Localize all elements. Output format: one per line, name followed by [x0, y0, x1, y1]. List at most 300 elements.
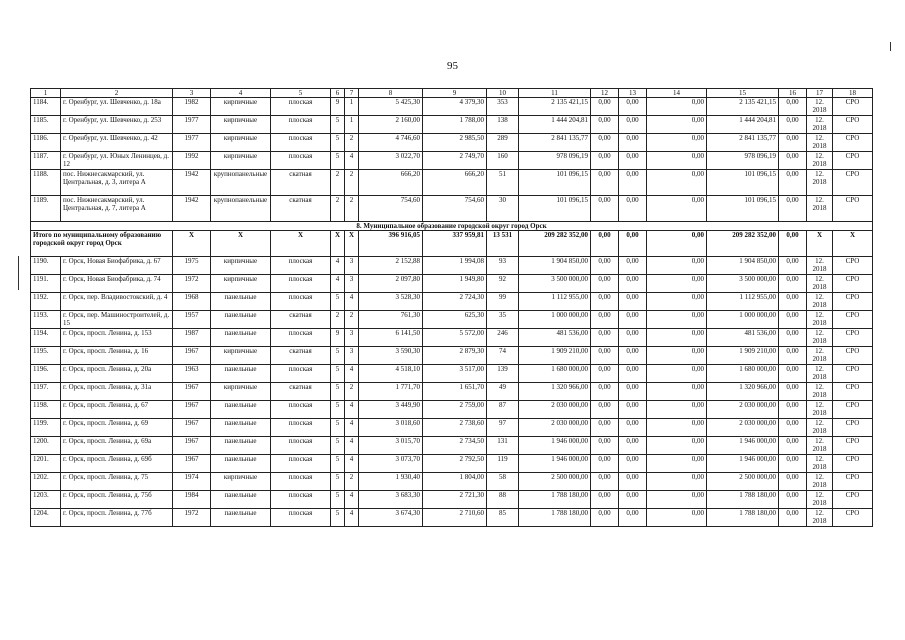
- cell-s11: 1 000 000,00: [519, 311, 591, 329]
- cell-year: 1984: [173, 491, 211, 509]
- cell-date: 12. 2018: [807, 293, 833, 311]
- cell-a9: 4 379,30: [423, 98, 487, 116]
- cell-roof: скатная: [271, 196, 331, 222]
- table-row: [31, 257, 873, 275]
- cell-v13: 0,00: [619, 347, 647, 365]
- cell-p10: 139: [487, 365, 519, 383]
- section-title: 8. Муниципальное образование городской округ город Орск: [31, 222, 873, 231]
- table-row: [31, 509, 873, 527]
- cell-a9: 2 879,30: [423, 347, 487, 365]
- cell-year: 1942: [173, 196, 211, 222]
- cell-roof: скатная: [271, 311, 331, 329]
- cell-v12: 0,00: [591, 437, 619, 455]
- cell-s11: 2 135 421,15: [519, 98, 591, 116]
- cell-p10: 35: [487, 311, 519, 329]
- cell-a8: 761,30: [359, 311, 423, 329]
- column-number: 10: [487, 89, 519, 98]
- cell-fl: 2: [331, 170, 345, 196]
- table-row: [31, 275, 873, 293]
- column-number: 16: [779, 89, 807, 98]
- cell-s11: 2 500 000,00: [519, 473, 591, 491]
- cell-v14: 0,00: [647, 98, 707, 116]
- cell-date: 12. 2018: [807, 401, 833, 419]
- cell-v12: 0,00: [591, 401, 619, 419]
- cell-s15: 1 000 000,00: [707, 311, 779, 329]
- cell-date: 12. 2018: [807, 365, 833, 383]
- cell-src: СРО: [833, 365, 873, 383]
- cell-date: 12. 2018: [807, 491, 833, 509]
- cell-wall: панельные: [211, 437, 271, 455]
- cell-a8: 2 097,80: [359, 275, 423, 293]
- cell-n: 1203.: [31, 491, 61, 509]
- cell-wall: панельные: [211, 293, 271, 311]
- cell-year: 1974: [173, 473, 211, 491]
- cell-v16: 0,00: [779, 134, 807, 152]
- cell-addr: пос. Нижнесакмарский, ул. Центральная, д. 7, литера А: [61, 196, 173, 222]
- cell-n: 1196.: [31, 365, 61, 383]
- column-number: 17: [807, 89, 833, 98]
- cell-v13: 0,00: [619, 383, 647, 401]
- cell-p10: 49: [487, 383, 519, 401]
- cell-year: 1967: [173, 383, 211, 401]
- cell-ent: 4: [345, 401, 359, 419]
- cell-ent: 2: [345, 473, 359, 491]
- cell-ent: 3: [345, 275, 359, 293]
- cell-wall: кирпичные: [211, 116, 271, 134]
- cell-addr: г. Орск, просп. Ленина, д. 75б: [61, 491, 173, 509]
- total-s11: 209 282 352,00: [519, 231, 591, 257]
- cell-n: 1202.: [31, 473, 61, 491]
- column-number: 8: [359, 89, 423, 98]
- cell-s11: 101 096,15: [519, 196, 591, 222]
- cell-date: 12. 2018: [807, 473, 833, 491]
- cell-a9: 2 749,70: [423, 152, 487, 170]
- cell-wall: кирпичные: [211, 383, 271, 401]
- table-row: [31, 383, 873, 401]
- cell-a8: 3 073,70: [359, 455, 423, 473]
- table-row: [31, 196, 873, 222]
- cell-v13: 0,00: [619, 491, 647, 509]
- cell-src: СРО: [833, 134, 873, 152]
- cell-s15: 481 536,00: [707, 329, 779, 347]
- column-number: 4: [211, 89, 271, 98]
- cell-s11: 481 536,00: [519, 329, 591, 347]
- cell-a8: 1 930,40: [359, 473, 423, 491]
- cell-a8: 4 518,10: [359, 365, 423, 383]
- cell-p10: 289: [487, 134, 519, 152]
- cell-s11: 2 841 135,77: [519, 134, 591, 152]
- cell-v14: 0,00: [647, 293, 707, 311]
- cell-year: 1967: [173, 437, 211, 455]
- cell-a9: 5 572,00: [423, 329, 487, 347]
- cell-addr: пос. Нижнесакмарский, ул. Центральная, д. 3, литера А: [61, 170, 173, 196]
- cell-ent: 4: [345, 419, 359, 437]
- table-row: [31, 98, 873, 116]
- cell-s15: 1 444 204,81: [707, 116, 779, 134]
- cell-s15: 1 680 000,00: [707, 365, 779, 383]
- cell-src: СРО: [833, 419, 873, 437]
- cell-year: 1957: [173, 311, 211, 329]
- cell-s15: 2 500 000,00: [707, 473, 779, 491]
- cell-v16: 0,00: [779, 491, 807, 509]
- column-number: 15: [707, 89, 779, 98]
- column-number: 18: [833, 89, 873, 98]
- cell-n: 1191.: [31, 275, 61, 293]
- cell-p10: 87: [487, 401, 519, 419]
- column-number-row: [31, 89, 873, 98]
- column-number: 1: [31, 89, 61, 98]
- cell-addr: г. Орск, просп. Ленина, д. 75: [61, 473, 173, 491]
- cell-date: 12. 2018: [807, 383, 833, 401]
- cell-a9: 754,60: [423, 196, 487, 222]
- cell-year: 1977: [173, 134, 211, 152]
- cell-wall: панельные: [211, 365, 271, 383]
- cell-fl: 5: [331, 437, 345, 455]
- total-p10: 13 531: [487, 231, 519, 257]
- cell-roof: плоская: [271, 116, 331, 134]
- cell-wall: крупнопанельные: [211, 170, 271, 196]
- cell-s11: 1 788 180,00: [519, 509, 591, 527]
- cell-a8: 3 683,30: [359, 491, 423, 509]
- cell-wall: панельные: [211, 401, 271, 419]
- cell-a9: 2 734,50: [423, 437, 487, 455]
- cell-roof: плоская: [271, 293, 331, 311]
- cell-fl: 5: [331, 491, 345, 509]
- cell-date: 12. 2018: [807, 509, 833, 527]
- cell-a9: 2 792,50: [423, 455, 487, 473]
- cell-v12: 0,00: [591, 509, 619, 527]
- cell-p10: 131: [487, 437, 519, 455]
- cell-s15: 1 788 180,00: [707, 491, 779, 509]
- cell-v14: 0,00: [647, 134, 707, 152]
- total-a9: 337 959,81: [423, 231, 487, 257]
- cell-a8: 5 425,30: [359, 98, 423, 116]
- cell-src: СРО: [833, 275, 873, 293]
- cell-p10: 92: [487, 275, 519, 293]
- cell-date: 12. 2018: [807, 455, 833, 473]
- cell-s15: 1 320 966,00: [707, 383, 779, 401]
- cell-n: 1190.: [31, 257, 61, 275]
- cell-ent: 2: [345, 134, 359, 152]
- cell-addr: г. Орск, просп. Ленина, д. 69: [61, 419, 173, 437]
- column-number: 5: [271, 89, 331, 98]
- table-row: [31, 401, 873, 419]
- cell-v14: 0,00: [647, 196, 707, 222]
- cell-fl: 9: [331, 98, 345, 116]
- cell-s11: 1 112 955,00: [519, 293, 591, 311]
- cell-n: 1198.: [31, 401, 61, 419]
- cell-v14: 0,00: [647, 473, 707, 491]
- total-x: X: [331, 231, 345, 257]
- cell-a8: 3 674,30: [359, 509, 423, 527]
- cell-addr: г. Орск, просп. Ленина, д. 69б: [61, 455, 173, 473]
- cell-ent: 4: [345, 152, 359, 170]
- cell-v14: 0,00: [647, 509, 707, 527]
- cell-n: 1193.: [31, 311, 61, 329]
- cell-year: 1972: [173, 275, 211, 293]
- cell-a8: 3 022,70: [359, 152, 423, 170]
- cell-addr: г. Орск, просп. Ленина, д. 31а: [61, 383, 173, 401]
- cell-v13: 0,00: [619, 293, 647, 311]
- total-x: X: [345, 231, 359, 257]
- cell-year: 1967: [173, 419, 211, 437]
- cell-v12: 0,00: [591, 491, 619, 509]
- cell-s11: 1 946 000,00: [519, 437, 591, 455]
- cell-ent: 1: [345, 116, 359, 134]
- cell-addr: г. Орск, просп. Ленина, д. 16: [61, 347, 173, 365]
- cell-v12: 0,00: [591, 98, 619, 116]
- cell-v12: 0,00: [591, 196, 619, 222]
- cell-v16: 0,00: [779, 98, 807, 116]
- cell-fl: 5: [331, 152, 345, 170]
- cell-n: 1201.: [31, 455, 61, 473]
- cell-n: 1195.: [31, 347, 61, 365]
- cell-src: СРО: [833, 170, 873, 196]
- cell-s11: 3 500 000,00: [519, 275, 591, 293]
- cell-v16: 0,00: [779, 473, 807, 491]
- table-row: [31, 329, 873, 347]
- cell-s11: 1 946 000,00: [519, 455, 591, 473]
- cell-v13: 0,00: [619, 473, 647, 491]
- cell-v16: 0,00: [779, 293, 807, 311]
- cell-v12: 0,00: [591, 311, 619, 329]
- cell-v14: 0,00: [647, 152, 707, 170]
- cell-ent: 4: [345, 365, 359, 383]
- cell-src: СРО: [833, 293, 873, 311]
- column-number: 6: [331, 89, 345, 98]
- cell-a8: 1 771,70: [359, 383, 423, 401]
- cell-v13: 0,00: [619, 311, 647, 329]
- cell-s15: 101 096,15: [707, 170, 779, 196]
- cell-src: СРО: [833, 509, 873, 527]
- cell-v12: 0,00: [591, 347, 619, 365]
- cell-v16: 0,00: [779, 116, 807, 134]
- cell-roof: плоская: [271, 419, 331, 437]
- cell-roof: плоская: [271, 365, 331, 383]
- cell-a8: 2 152,88: [359, 257, 423, 275]
- cell-roof: плоская: [271, 455, 331, 473]
- total-v12: 0,00: [591, 231, 619, 257]
- cell-fl: 4: [331, 275, 345, 293]
- cell-v13: 0,00: [619, 275, 647, 293]
- table-row: [31, 170, 873, 196]
- cell-n: 1188.: [31, 170, 61, 196]
- column-number: 13: [619, 89, 647, 98]
- cell-a8: 4 746,60: [359, 134, 423, 152]
- cell-p10: 74: [487, 347, 519, 365]
- total-v14: 0,00: [647, 231, 707, 257]
- cell-fl: 5: [331, 473, 345, 491]
- cell-ent: 4: [345, 491, 359, 509]
- cell-date: 12. 2018: [807, 152, 833, 170]
- cell-a8: 6 141,50: [359, 329, 423, 347]
- cell-wall: панельные: [211, 509, 271, 527]
- cell-p10: 99: [487, 293, 519, 311]
- cell-s15: 1 909 210,00: [707, 347, 779, 365]
- cell-a9: 666,20: [423, 170, 487, 196]
- cell-date: 12. 2018: [807, 275, 833, 293]
- cell-addr: г. Оренбург, ул. Шевченко, д. 18а: [61, 98, 173, 116]
- cell-v16: 0,00: [779, 437, 807, 455]
- cell-addr: г. Орск, просп. Ленина, д. 77б: [61, 509, 173, 527]
- cell-v13: 0,00: [619, 509, 647, 527]
- cell-roof: плоская: [271, 437, 331, 455]
- cell-year: 1975: [173, 257, 211, 275]
- cell-year: 1982: [173, 98, 211, 116]
- cell-v13: 0,00: [619, 152, 647, 170]
- cell-s15: 2 030 000,00: [707, 401, 779, 419]
- cell-wall: кирпичные: [211, 275, 271, 293]
- cell-fl: 5: [331, 419, 345, 437]
- cell-ent: 4: [345, 455, 359, 473]
- cell-ent: 2: [345, 196, 359, 222]
- cell-v13: 0,00: [619, 419, 647, 437]
- table-row: [31, 365, 873, 383]
- cell-a9: 2 724,30: [423, 293, 487, 311]
- cell-wall: кирпичные: [211, 257, 271, 275]
- cell-a9: 2 759,00: [423, 401, 487, 419]
- cell-ent: 4: [345, 293, 359, 311]
- cell-ent: 3: [345, 257, 359, 275]
- cell-roof: плоская: [271, 275, 331, 293]
- cell-v13: 0,00: [619, 257, 647, 275]
- cell-addr: г. Оренбург, ул. Юных Ленинцев, д. 12: [61, 152, 173, 170]
- table-row: [31, 152, 873, 170]
- cell-v16: 0,00: [779, 257, 807, 275]
- cell-year: 1942: [173, 170, 211, 196]
- cell-s11: 1 680 000,00: [519, 365, 591, 383]
- cell-src: СРО: [833, 455, 873, 473]
- cell-n: 1192.: [31, 293, 61, 311]
- cell-addr: г. Орск, пер. Владивостокский, д. 4: [61, 293, 173, 311]
- cell-s15: 1 788 180,00: [707, 509, 779, 527]
- section-row: [31, 222, 873, 231]
- cell-ent: 2: [345, 383, 359, 401]
- cell-year: 1967: [173, 347, 211, 365]
- cell-p10: 138: [487, 116, 519, 134]
- total-x: X: [271, 231, 331, 257]
- cell-src: СРО: [833, 437, 873, 455]
- cell-date: 12. 2018: [807, 196, 833, 222]
- cell-s11: 1 909 210,00: [519, 347, 591, 365]
- cell-a8: 3 449,90: [359, 401, 423, 419]
- total-x: X: [173, 231, 211, 257]
- cell-src: СРО: [833, 491, 873, 509]
- cell-year: 1987: [173, 329, 211, 347]
- cell-roof: плоская: [271, 491, 331, 509]
- cell-p10: 353: [487, 98, 519, 116]
- cell-v12: 0,00: [591, 383, 619, 401]
- cell-roof: плоская: [271, 329, 331, 347]
- cell-fl: 9: [331, 329, 345, 347]
- cell-fl: 5: [331, 509, 345, 527]
- column-number: 9: [423, 89, 487, 98]
- cell-v16: 0,00: [779, 509, 807, 527]
- cell-wall: крупнопанельные: [211, 196, 271, 222]
- cell-v13: 0,00: [619, 116, 647, 134]
- cell-v12: 0,00: [591, 170, 619, 196]
- cell-date: 12. 2018: [807, 134, 833, 152]
- cell-v16: 0,00: [779, 365, 807, 383]
- cell-v16: 0,00: [779, 401, 807, 419]
- column-number: 11: [519, 89, 591, 98]
- cell-addr: г. Оренбург, ул. Шевченко, д. 253: [61, 116, 173, 134]
- cell-src: СРО: [833, 473, 873, 491]
- cell-date: 12. 2018: [807, 98, 833, 116]
- cell-v14: 0,00: [647, 365, 707, 383]
- cell-n: 1194.: [31, 329, 61, 347]
- cell-a9: 1 994,08: [423, 257, 487, 275]
- cell-v14: 0,00: [647, 491, 707, 509]
- cell-p10: 160: [487, 152, 519, 170]
- cell-src: СРО: [833, 347, 873, 365]
- cell-addr: г. Орск, просп. Ленина, д. 67: [61, 401, 173, 419]
- cell-s15: 101 096,15: [707, 196, 779, 222]
- cell-roof: плоская: [271, 401, 331, 419]
- cell-a8: 3 018,60: [359, 419, 423, 437]
- cell-s15: 3 500 000,00: [707, 275, 779, 293]
- cell-ent: 4: [345, 437, 359, 455]
- cell-v13: 0,00: [619, 170, 647, 196]
- cell-year: 1972: [173, 509, 211, 527]
- cell-v12: 0,00: [591, 134, 619, 152]
- total-x: X: [807, 231, 833, 257]
- cell-a9: 2 985,50: [423, 134, 487, 152]
- table-row: [31, 347, 873, 365]
- cell-p10: 97: [487, 419, 519, 437]
- cell-date: 12. 2018: [807, 347, 833, 365]
- cell-p10: 88: [487, 491, 519, 509]
- cell-v16: 0,00: [779, 455, 807, 473]
- cell-v12: 0,00: [591, 473, 619, 491]
- cell-ent: 3: [345, 347, 359, 365]
- cell-n: 1200.: [31, 437, 61, 455]
- cell-addr: г. Орск, просп. Ленина, д. 20а: [61, 365, 173, 383]
- cell-wall: кирпичные: [211, 134, 271, 152]
- column-number: 12: [591, 89, 619, 98]
- cell-fl: 5: [331, 365, 345, 383]
- data-table-wrapper: [30, 88, 873, 527]
- cell-src: СРО: [833, 196, 873, 222]
- cell-wall: панельные: [211, 311, 271, 329]
- cell-v12: 0,00: [591, 365, 619, 383]
- cell-wall: кирпичные: [211, 152, 271, 170]
- cell-src: СРО: [833, 329, 873, 347]
- cell-year: 1968: [173, 293, 211, 311]
- scan-mark: [890, 42, 891, 51]
- cell-n: 1197.: [31, 383, 61, 401]
- column-number: 7: [345, 89, 359, 98]
- cell-src: СРО: [833, 311, 873, 329]
- cell-src: СРО: [833, 257, 873, 275]
- cell-p10: 51: [487, 170, 519, 196]
- cell-s15: 2 135 421,15: [707, 98, 779, 116]
- cell-v14: 0,00: [647, 383, 707, 401]
- total-row: [31, 231, 873, 257]
- cell-p10: 30: [487, 196, 519, 222]
- cell-ent: 4: [345, 509, 359, 527]
- cell-addr: г. Орск, Новая Биофабрика, д. 74: [61, 275, 173, 293]
- cell-addr: г. Орск, пер. Машиностроителей, д. 15: [61, 311, 173, 329]
- cell-s11: 2 030 000,00: [519, 419, 591, 437]
- cell-n: 1199.: [31, 419, 61, 437]
- cell-v14: 0,00: [647, 419, 707, 437]
- cell-date: 12. 2018: [807, 437, 833, 455]
- cell-date: 12. 2018: [807, 170, 833, 196]
- cell-wall: панельные: [211, 455, 271, 473]
- cell-date: 12. 2018: [807, 329, 833, 347]
- cell-v14: 0,00: [647, 311, 707, 329]
